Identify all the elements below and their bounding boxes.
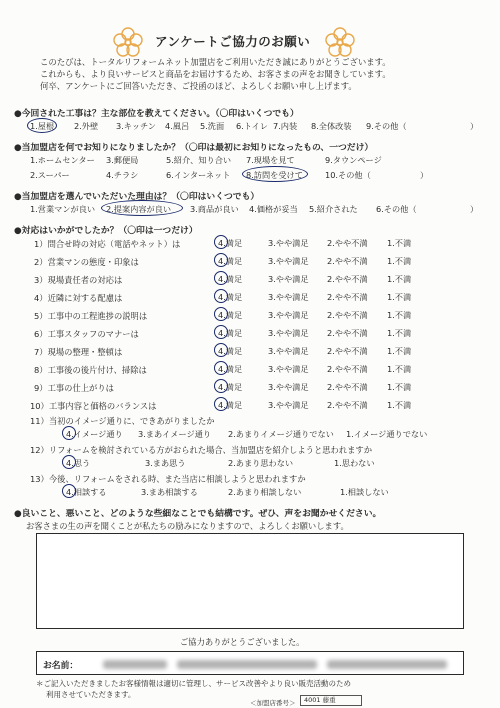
- answer-circle: [214, 379, 228, 393]
- rating-3[interactable]: 3.やや満足: [268, 274, 309, 284]
- rating-row-label: 3）現場責任者の対応は: [34, 275, 123, 285]
- q12-option-2[interactable]: 2.あまり思わない: [228, 458, 294, 468]
- rating-row-label: 7）現場の整理・整頓は: [34, 347, 123, 357]
- rating-1[interactable]: 1.不満: [387, 292, 412, 302]
- q1-option-2[interactable]: 2.外壁: [74, 121, 99, 131]
- q1-option-6[interactable]: 6.トイレ: [236, 121, 268, 131]
- privacy-note-1: ＊ご記入いただきましたお客様情報は適切に管理し、サービス改善やより良い販売活動のため: [36, 679, 351, 688]
- q2-option-5[interactable]: 5.紹介、知り合い: [166, 155, 232, 165]
- q1-option-5[interactable]: 5.洗面: [200, 121, 225, 131]
- answer-circle: [214, 397, 228, 411]
- q11-option-3[interactable]: 3.まあイメージ通り: [138, 429, 212, 439]
- intro-line-2: これからも、より良いサービスと商品をお届けするため、お客さまの声をお聞きしています。: [40, 69, 391, 79]
- q11-question: 11）当初のイメージ通りに、できあがりましたか: [30, 416, 215, 426]
- rating-3[interactable]: 3.やや満足: [268, 256, 309, 266]
- rating-1[interactable]: 1.不満: [387, 328, 412, 338]
- rating-2[interactable]: 2.やや不満: [327, 292, 368, 302]
- rating-1[interactable]: 1.不満: [387, 346, 412, 356]
- rating-3[interactable]: 3.やや満足: [268, 400, 309, 410]
- q13-option-1[interactable]: 1.相談しない: [340, 487, 389, 497]
- q2-option-3[interactable]: 3.郵便局: [106, 155, 139, 165]
- rating-4[interactable]: 4.満足: [218, 256, 243, 266]
- q1-option-7[interactable]: 7.内装: [273, 121, 298, 131]
- q1-question: ●今回された工事は？主な部位を教えてください。（〇印はいくつでも）: [14, 109, 299, 119]
- q2-option-10-close: ）: [420, 170, 429, 180]
- q1-option-3[interactable]: 3.キッチン: [116, 121, 156, 131]
- answer-circle: [214, 235, 228, 249]
- q2-option-6[interactable]: 6.インターネット: [166, 170, 231, 180]
- q4-question: ●対応はいかがでしたか？（〇印は一つだけ）: [14, 226, 198, 236]
- q12-question: 12）リフォームを検討されている方がおられた場合、当加盟店を紹介しようと思われますか: [30, 445, 373, 455]
- q3-option-1[interactable]: 1.営業マンが良い: [30, 204, 96, 214]
- rating-1[interactable]: 1.不満: [387, 238, 412, 248]
- q3-option-6[interactable]: 6.その他（: [376, 204, 417, 214]
- q3-option-6-close: ）: [470, 204, 479, 214]
- answer-circle: [242, 166, 308, 182]
- rating-2[interactable]: 2.やや不満: [327, 310, 368, 320]
- q11-option-1[interactable]: 1.イメージ通りでない: [346, 429, 428, 439]
- q3-question: ●当加盟店を選んでいただいた理由は？（〇印はいくつでも）: [14, 192, 260, 202]
- q2-option-2[interactable]: 2.スーパー: [30, 170, 70, 180]
- q2-option-10[interactable]: 10.その他（: [325, 170, 371, 180]
- answer-circle: [62, 455, 76, 469]
- intro-line-3: 何卒、アンケートにご回答いただき、ご投函のほど、よろしくお願い申し上げます。: [40, 81, 357, 91]
- rating-3[interactable]: 3.やや満足: [268, 238, 309, 248]
- rating-1[interactable]: 1.不満: [387, 400, 412, 410]
- comment-prompt-1: ●良いこと、悪いこと、どのような些細なことでも結構です。ぜひ、声をお聞かせください。: [14, 509, 382, 519]
- answer-circle: [214, 343, 228, 357]
- answer-circle: [214, 253, 228, 267]
- rating-row-label: 8）工事後の後片付け、掃除は: [34, 365, 147, 375]
- rating-4[interactable]: 4.満足: [218, 364, 243, 374]
- q3-option-4[interactable]: 4.価格が妥当: [249, 204, 298, 214]
- name-label: お名前：: [43, 661, 79, 671]
- rating-row-label: 6）工事スタッフのマナーは: [34, 329, 139, 339]
- rating-2[interactable]: 2.やや不満: [327, 274, 368, 284]
- answer-circle: [214, 307, 228, 321]
- answer-circle: [101, 200, 183, 216]
- q11-option-4[interactable]: 4.イメージ通り: [66, 429, 123, 439]
- q3-option-5[interactable]: 5.紹介された: [309, 204, 358, 214]
- answer-circle: [27, 118, 57, 133]
- answer-circle: [214, 271, 228, 285]
- q12-option-3[interactable]: 3.まあ思う: [145, 458, 186, 468]
- rating-2[interactable]: 2.やや不満: [327, 238, 368, 248]
- privacy-note-2: 利用させていただきます。: [46, 690, 136, 699]
- rating-1[interactable]: 1.不満: [387, 382, 412, 392]
- q13-question: 13）今後、リフォームをされる時、また当店に相談しようと思われますか: [30, 474, 306, 484]
- q2-question: ●当加盟店を何でお知りになりましたか？（〇印は最初にお知りになったもの、一つだけ）: [14, 143, 374, 153]
- rating-row-label: 9）工事の仕上がりは: [34, 383, 114, 393]
- q11-option-2[interactable]: 2.あまりイメージ通りでない: [228, 429, 334, 439]
- rating-1[interactable]: 1.不満: [387, 274, 412, 284]
- answer-circle: [62, 426, 76, 440]
- rating-row-label: 5）工事中の工程進捗の説明は: [34, 311, 148, 321]
- flower-right-icon: [324, 26, 356, 58]
- q1-option-8[interactable]: 8.全体改装: [311, 121, 352, 131]
- q1-option-1[interactable]: 1.屋根: [30, 121, 55, 131]
- flower-left-icon: [112, 26, 144, 58]
- rating-4[interactable]: 4.満足: [218, 292, 243, 302]
- rating-3[interactable]: 3.やや満足: [268, 364, 309, 374]
- q2-option-9[interactable]: 9.タウンページ: [325, 155, 382, 165]
- rating-4[interactable]: 4.満足: [218, 274, 243, 284]
- thanks-text: ご協力ありがとうございました。: [180, 637, 305, 647]
- rating-3[interactable]: 3.やや満足: [268, 310, 309, 320]
- q12-option-1[interactable]: 1.思わない: [334, 458, 375, 468]
- q13-option-3[interactable]: 3.まあ相談する: [141, 487, 198, 497]
- rating-row-label: 4）近隣に対する配慮は: [34, 293, 123, 303]
- rating-3[interactable]: 3.やや満足: [268, 382, 309, 392]
- rating-3[interactable]: 3.やや満足: [268, 292, 309, 302]
- rating-4[interactable]: 4.満足: [218, 238, 243, 248]
- comment-box[interactable]: [36, 533, 464, 629]
- name-field[interactable]: [36, 651, 464, 675]
- q1-option-9-close: ）: [470, 121, 479, 131]
- rating-row-label: 1）問合せ時の対応（電話やネット）は: [34, 239, 181, 249]
- q3-option-2[interactable]: 2.提案内容が良い: [106, 204, 172, 214]
- answer-circle: [214, 361, 228, 375]
- q2-option-4[interactable]: 4.チラシ: [106, 170, 139, 180]
- answer-circle: [214, 325, 228, 339]
- q13-option-2[interactable]: 2.あまり相談しない: [228, 487, 302, 497]
- redacted-name-1: [103, 660, 167, 669]
- rating-4[interactable]: 4.満足: [218, 328, 243, 338]
- rating-row-label: 10）工事内容と価格のバランスは: [30, 401, 157, 411]
- q1-option-4[interactable]: 4.風呂: [165, 121, 190, 131]
- q2-option-1[interactable]: 1.ホームセンター: [30, 155, 95, 165]
- store-number-value: 4001 藤重: [300, 695, 362, 706]
- rating-4[interactable]: 4.満足: [218, 310, 243, 320]
- answer-circle: [214, 289, 228, 303]
- rating-2[interactable]: 2.やや不満: [327, 346, 368, 356]
- redacted-name-3: [327, 660, 447, 669]
- q3-option-3[interactable]: 3.商品が良い: [190, 204, 239, 214]
- intro-line-1: このたびは、トータルリフォームネット加盟店をご利用いただき誠にありがとうございます。: [40, 57, 391, 67]
- answer-circle: [62, 484, 76, 498]
- q2-option-7[interactable]: 7.現場を見て: [246, 155, 295, 165]
- q12-option-4[interactable]: 4.思う: [66, 458, 91, 468]
- rating-4[interactable]: 4.満足: [218, 346, 243, 356]
- rating-1[interactable]: 1.不満: [387, 364, 412, 374]
- rating-2[interactable]: 2.やや不満: [327, 256, 368, 266]
- redacted-name-2: [177, 660, 317, 669]
- rating-2[interactable]: 2.やや不満: [327, 400, 368, 410]
- page-title: アンケートご協力のお願い: [155, 34, 311, 49]
- rating-2[interactable]: 2.やや不満: [327, 328, 368, 338]
- rating-row-label: 2）営業マンの態度・印象は: [34, 257, 139, 267]
- comment-prompt-2: お客さまの生の声を聞くことが私たちの励みになりますので、よろしくお願いします。: [26, 521, 349, 531]
- q1-option-9[interactable]: 9.その他（: [366, 121, 407, 131]
- rating-2[interactable]: 2.やや不満: [327, 382, 368, 392]
- rating-4[interactable]: 4.満足: [218, 382, 243, 392]
- rating-3[interactable]: 3.やや満足: [268, 346, 309, 356]
- q13-option-4[interactable]: 4.相談する: [66, 487, 107, 497]
- rating-1[interactable]: 1.不満: [387, 310, 412, 320]
- rating-1[interactable]: 1.不満: [387, 256, 412, 266]
- rating-2[interactable]: 2.やや不満: [327, 364, 368, 374]
- rating-3[interactable]: 3.やや満足: [268, 328, 309, 338]
- store-number-label: ＜加盟店番号＞: [250, 699, 296, 707]
- rating-4[interactable]: 4.満足: [218, 400, 243, 410]
- q2-option-8[interactable]: 8.訪問を受けて: [246, 170, 303, 180]
